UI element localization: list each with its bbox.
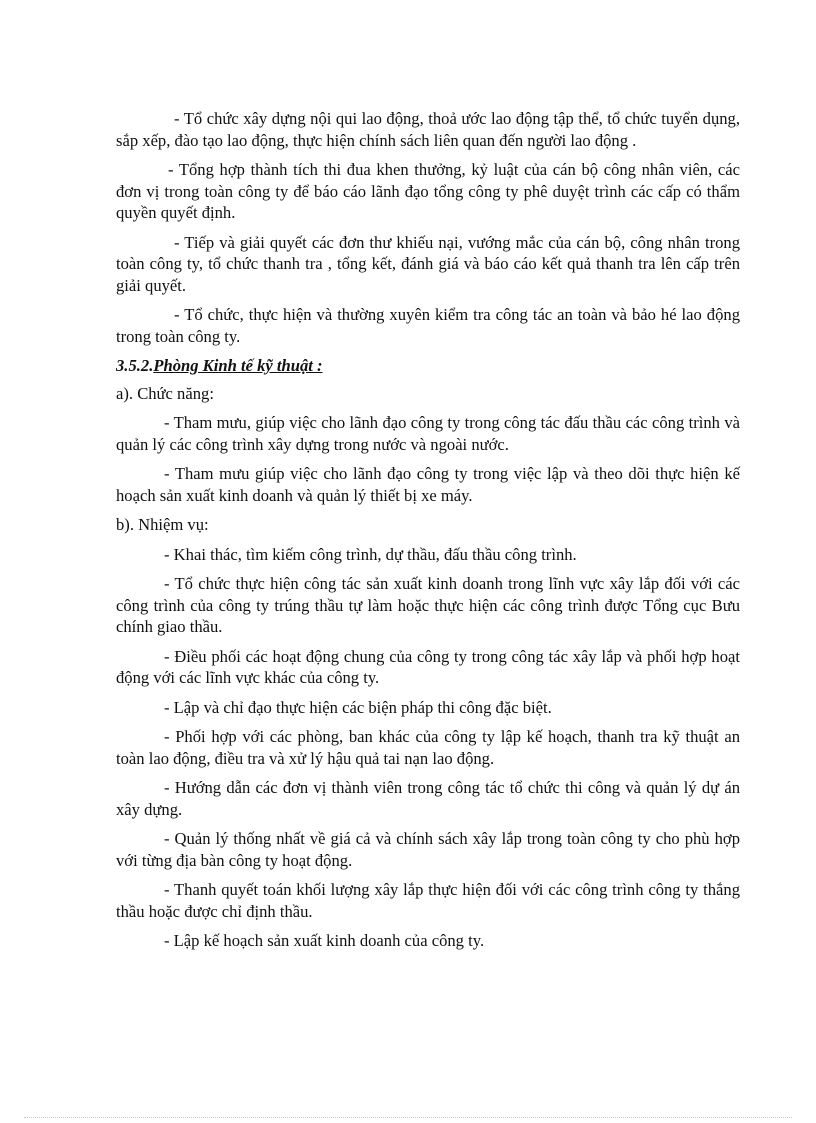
duty-item: - Khai thác, tìm kiếm công trình, dự thầu, đấu thầu công trình. bbox=[164, 544, 577, 564]
duty-item: - Quản lý thống nhất về giá cả và chính sách xây lắp trong toàn công ty cho phù hợp với từng địa bàn công ty hoạt động. bbox=[116, 829, 740, 870]
duty-item: - Lập và chỉ đạo thực hiện các biện pháp thi công đặc biệt. bbox=[164, 697, 552, 717]
duty-item: - Phối hợp với các phòng, ban khác của công ty lập kế hoạch, thanh tra kỹ thuật an toàn lao động, điều tra và xử lý hậu quả tai nạn lao động. bbox=[116, 727, 740, 768]
paragraph-complaints: - Tiếp và giải quyết các đơn thư khiếu nại, vướng mắc của cán bộ, công nhân trong toàn công ty, tổ chức thanh tra , tổng kết, đánh giá và báo cáo kết quả thanh tra lên cấp trên giải quyết. bbox=[116, 232, 740, 295]
duty-item: - Thanh quyết toán khối lượng xây lắp thực hiện đối với các công trình công ty thắng thầu hoặc được chỉ định thầu. bbox=[116, 880, 740, 921]
section-number: 3.5.2. bbox=[116, 356, 154, 375]
section-heading bbox=[116, 355, 740, 377]
paragraph-emulation-rewards: - Tổng hợp thành tích thi đua khen thưởng, kỷ luật của cán bộ công nhân viên, các đơn vị trong toàn công ty để báo cáo lãnh đạo tổng công ty phê duyệt trình các cấp có thẩm quyền quyết định. bbox=[116, 160, 740, 222]
page-bottom-divider bbox=[24, 1117, 792, 1118]
duty-item: - Hướng dẫn các đơn vị thành viên trong công tác tổ chức thi công và quản lý dự án xây dựng. bbox=[116, 778, 740, 819]
section-title: Phòng Kinh tế kỹ thuật : bbox=[153, 356, 323, 375]
duty-label: b). Nhiệm vụ: bbox=[116, 515, 209, 534]
document-page bbox=[116, 108, 740, 960]
function-label: a). Chức năng: bbox=[116, 383, 214, 403]
paragraph-labor-safety: - Tổ chức, thực hiện và thường xuyên kiểm tra công tác an toàn và bảo hé lao động trong toàn công ty. bbox=[116, 305, 740, 346]
function-item: - Tham mưu, giúp việc cho lãnh đạo công ty trong công tác đấu thầu các công trình và quản lý các công trình xây dựng trong nước và ngoài nước. bbox=[116, 413, 740, 454]
duty-item: - Lập kế hoạch sản xuất kinh doanh của công ty. bbox=[164, 931, 485, 950]
paragraph-labor-regulations: - Tổ chức xây dựng nội qui lao động, thoả ước lao động tập thể, tổ chức tuyển dụng, sắp xếp, đào tạo lao động, thực hiện chính sách liên quan đến người lao động . bbox=[116, 109, 740, 150]
duty-item: - Điều phối các hoạt động chung của công ty trong công tác xây lắp và phối hợp hoạt động với các lĩnh vực khác của công ty. bbox=[116, 646, 740, 687]
function-item: - Tham mưu giúp việc cho lãnh đạo công ty trong việc lập và theo dõi thực hiện kế hoạch sản xuất kinh doanh và quản lý thiết bị xe máy. bbox=[116, 464, 740, 505]
duty-item: - Tổ chức thực hiện công tác sản xuất kinh doanh trong lĩnh vực xây lắp đối với các công trình của công ty trúng thầu tự làm hoặc thực hiện các công trình được Tổng cục Bưu chính giao thầu. bbox=[116, 574, 740, 636]
